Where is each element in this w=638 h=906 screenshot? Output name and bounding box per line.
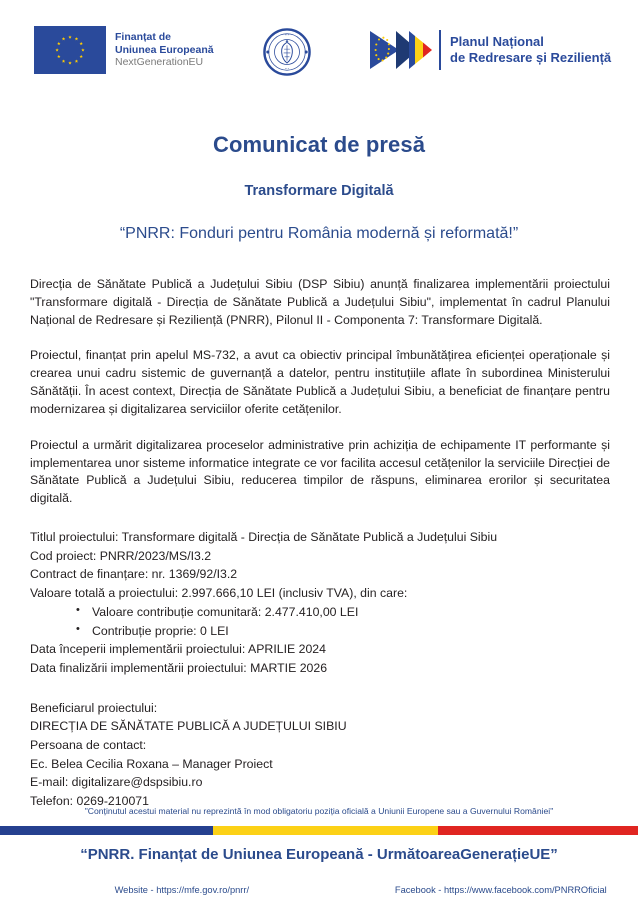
contact-email: E-mail: digitalizare@dspsibiu.ro [30, 775, 203, 790]
tricolor-segment-red [438, 826, 638, 835]
project-end-date-line: Data finalizării implementării proiectului: MARTIE 2026 [30, 660, 328, 675]
government-of-romania-seal-icon [263, 27, 311, 77]
footer-banner-text: “PNRR. Finanțat de Uniunea Europeană - UrmătoareaGenerațieUE” [80, 846, 558, 863]
contact-phone: Telefon: 0269-210071 [30, 794, 149, 809]
project-start-date-line: Data începerii implementării proiectului: APRILIE 2024 [30, 642, 326, 657]
document-body [30, 276, 610, 811]
pnrr-logo-line-1: Planul Național [450, 34, 544, 50]
header-logo-strip [0, 26, 638, 82]
contact-person-name: Ec. Belea Cecilia Roxana – Manager Proiect [30, 756, 273, 771]
eu-funding-logo [34, 26, 214, 74]
project-code-line: Cod proiect: PNRR/2023/MS/I3.2 [30, 548, 212, 563]
list-item: • Valoare contribuție comunitară: 2.477.410,00 LEI [30, 603, 610, 622]
page-title: Comunicat de presă [212, 132, 426, 157]
eu-logo-text [115, 26, 214, 74]
project-title-line: Titlul proiectului: Transformare digitală - Direcția de Sănătate Publică a Județului Sibiu [30, 530, 498, 545]
project-value-line: Valoare totală a proiectului: 2.997.666,10 LEI (inclusiv TVA), din care: [30, 586, 408, 601]
body-paragraph: Direcția de Sănătate Publică a Județului Sibiu (DSP Sibiu) anunță finalizarea implementării proiectului "Transformare digitală - Direcția de Sănătate Publică a Județului Sibiu", implementat în cadrul Planului Național de Redresare și Reziliență (PNRR), Pilonul II - Componenta 7: Transformare Digitală. [30, 277, 610, 327]
beneficiary-name: DIRECȚIA DE SĂNĂTATE PUBLICĂ A JUDEȚULUI SIBIU [30, 719, 347, 734]
pnrr-logo [368, 28, 611, 72]
tricolor-segment-blue [0, 826, 213, 835]
svg-text:···: ··· [284, 32, 290, 38]
list-item: • Contribuție proprie: 0 LEI [30, 622, 610, 641]
body-paragraph: Proiectul a urmărit digitalizarea proceselor administrative prin achiziția de echipamente IT performante și implementarea unor sisteme informatice integrate ce vor facilita accesul cetățenilor la serviciile Direcției de Sănătate Publică a Județului Sibiu, reducerea timpilor de răspuns, eliminarea erorilor și securitatea digitală. [30, 437, 610, 506]
pnrr-chevron-arrows-icon [368, 28, 436, 72]
eu-logo-line-1: Finanțat de [115, 31, 172, 44]
romanian-tricolor-bar [0, 826, 638, 835]
document-title-block [0, 132, 638, 243]
contact-person-label: Persoana de contact: [30, 737, 147, 752]
eu-flag-stars-icon [34, 26, 106, 74]
footer-disclaimer: "Conținutul acestui material nu reprezintă în mod obligatoriu poziția oficială a Uniunii Europene sau a Guvernului României" [84, 806, 554, 816]
beneficiary-label: Beneficiarul proiectului: [30, 700, 158, 715]
page-slogan: “PNRR: Fonduri pentru România modernă și reformată!” [119, 225, 519, 242]
project-contract-line: Contract de finanțare: nr. 1369/92/I3.2 [30, 567, 238, 582]
pnrr-logo-divider [439, 30, 441, 70]
footer-facebook-link[interactable]: Facebook - https://www.facebook.com/PNRROficial [394, 885, 607, 895]
beneficiary-contact-block [30, 699, 610, 811]
page-subtitle: Transformare Digitală [244, 183, 394, 199]
eu-logo-line-3: NextGenerationEU [115, 56, 204, 69]
project-value-breakdown-list [30, 603, 610, 640]
footer-links [0, 885, 638, 895]
body-paragraph: Proiectul, finanțat prin apelul MS-732, a avut ca obiectiv principal îmbunătățirea eficienței operaționale și crearea unui cadru sistemic de guvernanță a datelor, pentru instituțiile aflate în subordinea Ministerului Sănătății. În acest context, Direcția de Sănătate Publică a Județului Sibiu, a beneficiat de finanțare pentru modernizarea și digitalizarea serviciilor oferite cetățenilor. [30, 348, 610, 416]
pnrr-logo-line-2: de Redresare și Reziliență [450, 50, 612, 65]
project-details-block [30, 528, 610, 678]
tricolor-segment-yellow [213, 826, 438, 835]
svg-text:···: ··· [284, 66, 290, 72]
pnrr-logo-text [450, 34, 611, 65]
eu-logo-line-2: Uniunea Europeană [115, 43, 214, 56]
footer-website-link[interactable]: Website - https://mfe.gov.ro/pnrr/ [114, 885, 250, 895]
